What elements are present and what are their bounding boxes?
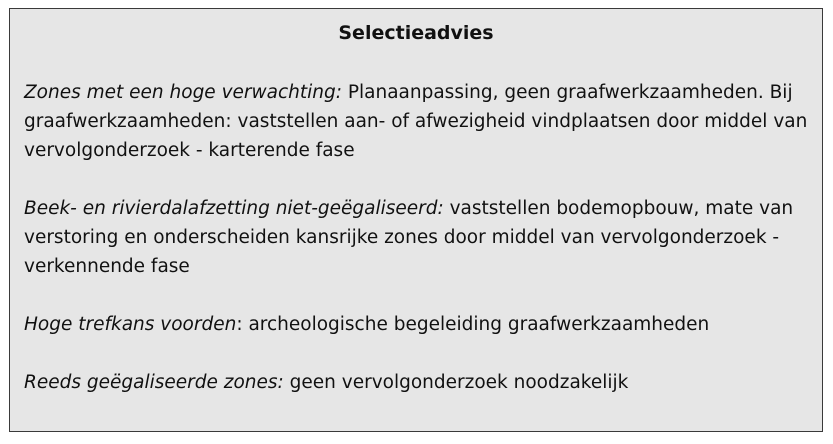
- selection-advice-box: [9, 8, 823, 432]
- advice-item: [24, 368, 808, 397]
- advice-item: [24, 194, 808, 281]
- box-title: Selectieadvies: [338, 22, 494, 44]
- advice-item: [24, 310, 808, 339]
- advice-text: vaststellen bodemopbouw, mate van verstoring en onderscheiden kansrijke zones door middel van vervolgonderzoek - verkennende fase: [24, 198, 794, 277]
- advice-term: Reeds geëgaliseerde zones:: [24, 372, 284, 393]
- advice-item: [24, 78, 808, 165]
- advice-term: Hoge trefkans voorden: [24, 314, 237, 335]
- advice-term: Zones met een hoge verwachting:: [24, 82, 342, 103]
- advice-text: Planaanpassing, geen graafwerkzaamheden. Bij graafwerkzaamheden: vaststellen aan- of afwezigheid vindplaatsen door middel van vervolgonderzoek - karterende fase: [24, 82, 808, 161]
- advice-term: Beek- en rivierdalafzetting niet-geëgaliseerd:: [24, 198, 444, 219]
- advice-text: : archeologische begeleiding graafwerkzaamheden: [236, 314, 710, 335]
- advice-text: geen vervolgonderzoek noodzakelijk: [283, 372, 629, 393]
